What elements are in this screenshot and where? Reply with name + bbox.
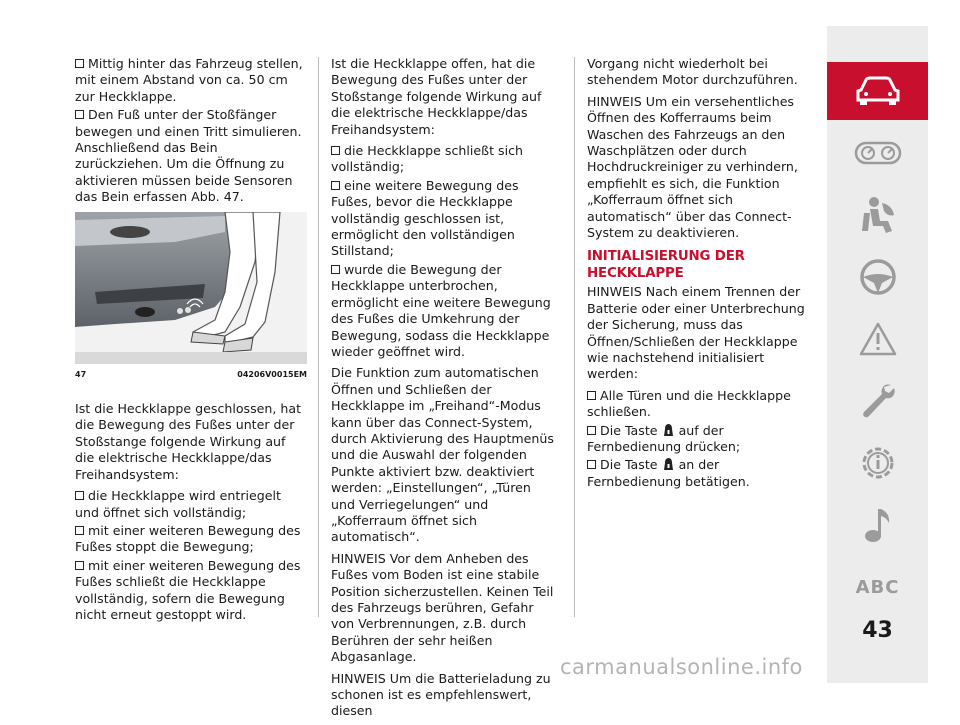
bullet-square-icon — [331, 265, 340, 274]
bullet: die Heckklappe schließt sich vollständig; — [331, 143, 523, 175]
column-divider — [318, 57, 319, 617]
bullet-square-icon — [331, 146, 340, 155]
warning-triangle-icon — [858, 321, 898, 357]
tab-warnings[interactable] — [827, 310, 928, 368]
bullet: Den Fuß unter der Stoßfänger bewegen und einen Tritt simulieren. Anschließend das Bein zurückziehen. Um die Öffnung zu aktivieren müssen beide Sensoren das Bein erfassen Abb. 47. — [75, 107, 302, 205]
figure-caption — [75, 367, 307, 383]
trunk-key-icon — [664, 458, 673, 470]
bullet: Die Taste auf der Fernbedienung drücken; — [587, 422, 741, 454]
figure-number: 47 — [75, 369, 87, 379]
tab-index[interactable] — [827, 558, 928, 616]
page-number: 43 — [862, 618, 893, 643]
car-icon — [855, 76, 901, 106]
bullet-square-icon — [587, 391, 596, 400]
tab-car[interactable] — [827, 62, 928, 120]
tab-safety[interactable] — [827, 186, 928, 244]
tab-dashboard[interactable] — [827, 124, 928, 182]
tab-driving[interactable] — [827, 248, 928, 306]
paragraph: HINWEIS Nach einem Trennen der Batterie oder einer Unterbrechung der Sicherung, muss das Öffnen/Schließen der Heckklappe wie nachstehend initialisiert werden: — [587, 284, 805, 382]
music-note-icon — [860, 505, 896, 545]
bullet-square-icon — [75, 561, 84, 570]
settings-info-icon — [857, 442, 899, 484]
wrench-icon — [858, 381, 898, 421]
tab-multimedia[interactable] — [827, 496, 928, 554]
note: HINWEIS Um die Batterieladung zu schonen ist es empfehlenswert, diesen — [331, 670, 551, 719]
bullet: Mittig hinter das Fahrzeug stellen, mit einem Abstand von ca. 50 cm zur Heckklappe. — [75, 56, 303, 104]
column-divider — [574, 57, 575, 617]
bullet: die Heckklappe wird entriegelt und öffnet sich vollständig; — [75, 488, 281, 520]
paragraph: Ist die Heckklappe geschlossen, hat die Bewegung des Fußes unter der Stoßstange folgende Wirkung auf die elektrische Heckklappe/das Freihandsystem: — [75, 401, 302, 482]
steering-wheel-icon — [858, 257, 898, 297]
paragraph: Ist die Heckklappe offen, hat die Bewegung des Fußes unter der Stoßstange folgende Wirkung auf die elektrische Heckklappe/das Freihandsystem: — [331, 56, 542, 137]
section-heading: INITIALISIERUNG DER HECKKLAPPE — [587, 249, 745, 281]
tab-technical-data[interactable] — [827, 434, 928, 492]
bullet-square-icon — [331, 181, 340, 190]
bullet-square-icon — [587, 460, 596, 469]
figure-foot-sensor-illustration — [75, 212, 307, 364]
column-1 — [75, 56, 307, 625]
paragraph: Die Funktion zum automatischen Öffnen und Schließen der Heckklappe im „Freihand“-Modus kann über das Connect-System, durch Aktivierung des Hauptmenüs und die Auswahl der folgenden Punkte aktiviert bzw. deaktiviert werden: „Einstellungen“, „Türen und Verriegelungen“ und „Kofferraum öffnet sich automatisch“. — [331, 365, 554, 545]
bullet: Alle Türen und die Heckklappe schließen. — [587, 387, 791, 420]
watermark: carmanualsonline.info — [560, 655, 803, 679]
bullet-square-icon — [75, 526, 84, 535]
dashboard-gauges-icon — [854, 140, 902, 166]
note: HINWEIS Vor dem Anheben des Fußes vom Boden ist eine stabile Position sicherzustellen. Keinen Teil des Fahrzeugs berühren, Gefahr von Verbrennungen, z.B. durch Berühren der sehr heißen Abgasanlage. — [331, 550, 554, 665]
bullet-square-icon — [75, 110, 84, 119]
bullet-square-icon — [75, 491, 84, 500]
bullet: mit einer weiteren Bewegung des Fußes schließt die Heckklappe vollständig, sofern die Bewegung nicht erneut gestoppt wird. — [75, 557, 301, 622]
note: HINWEIS Um ein versehentliches Öffnen des Kofferraums beim Waschen des Fahrzeugs an den Waschplätzen oder durch Hochdruckreiniger zu verhindern, empfiehlt es sich, die Funktion „Kofferraum öffnet sich automatisch“ über das Connect-System zu deaktivieren. — [587, 93, 798, 241]
bullet: wurde die Bewegung der Heckklappe unterbrochen, ermöglicht eine weitere Bewegung des Fußes die Umkehrung der Bewegung, sodass die Heckklappe wieder geöffnet wird. — [331, 261, 551, 359]
trunk-key-icon — [664, 424, 673, 436]
bullet: mit einer weiteren Bewegung des Fußes stoppt die Bewegung; — [75, 522, 301, 555]
chapter-sidebar — [827, 26, 928, 683]
bullet-square-icon — [587, 426, 596, 435]
bullet-square-icon — [75, 59, 84, 68]
paragraph: Vorgang nicht wiederholt bei stehendem Motor durchzuführen. — [587, 56, 798, 88]
abc-label: ABC — [855, 576, 900, 598]
car-rear-foot-illustration — [75, 212, 307, 364]
airbag-seat-icon — [858, 195, 898, 235]
column-3 — [587, 56, 815, 492]
figure-code: 04206V0015EM — [237, 369, 307, 379]
bullet: Die Taste an der Fernbedienung betätigen. — [587, 457, 750, 489]
column-2 — [331, 56, 557, 725]
tab-maintenance[interactable] — [827, 372, 928, 430]
bullet: eine weitere Bewegung des Fußes, bevor die Heckklappe vollständig geschlossen ist, ermöglicht den vollständigen Stillstand; — [331, 177, 519, 259]
